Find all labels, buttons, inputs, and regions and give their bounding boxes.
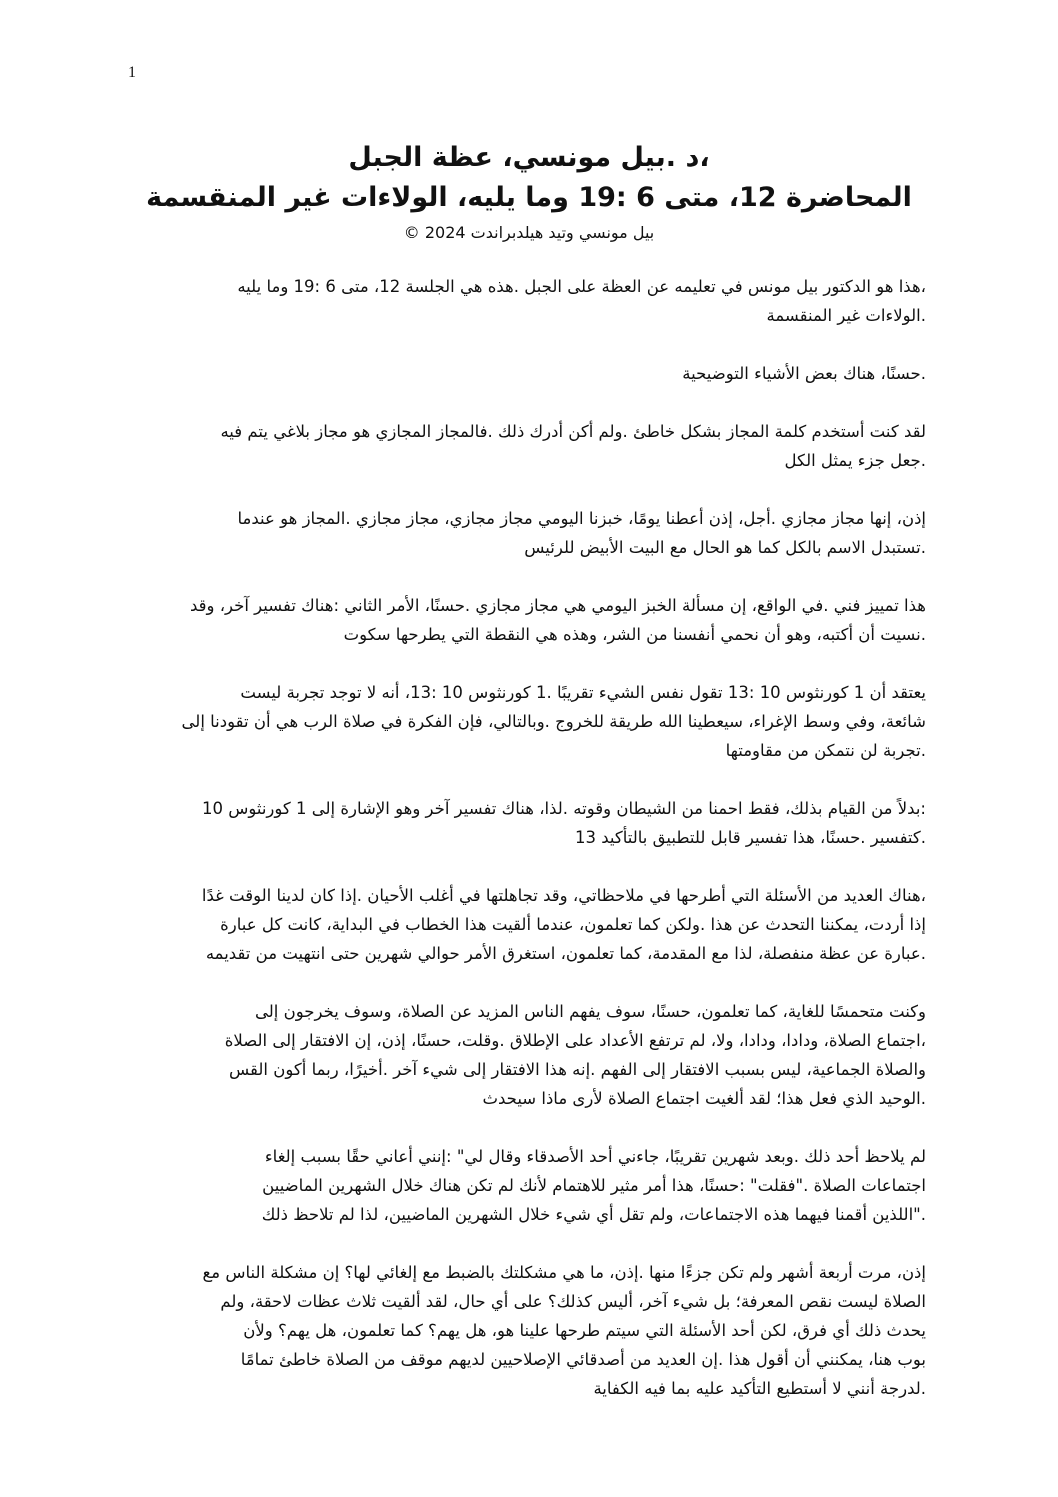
document-body (134, 272, 926, 1432)
paragraph (134, 1258, 926, 1403)
paragraph-line: لقد كنت أستخدم كلمة المجاز بشكل خاطئ .ولم أكن أدرك ذلك .فالمجاز المجازي هو مجاز بلاغي يتم فيه (220, 422, 926, 441)
paragraph-line: .الولاءات غير المنقسمة (766, 306, 926, 325)
paragraph (134, 272, 926, 330)
paragraph-line: .نسيت أن أكتبه، وهو أن نحمي أنفسنا من الشر، وهذه هي النقطة التي يطرحها سكوت (343, 625, 926, 644)
paragraph-line: .حسنًا، هناك بعض الأشياء التوضيحية (682, 364, 926, 383)
copyright-subtitle: بيل مونسي وتيد هيلدبراندت 2024 © (403, 223, 655, 242)
paragraph-line: .جعل جزء يمثل الكل (784, 451, 926, 470)
paragraph-line: والصلاة الجماعية، ليس بسبب الافتقار إلى الفهم .إنه هذا الافتقار إلى شيء آخر .أخيرًا، ربما أكون القس (229, 1060, 926, 1079)
paragraph (134, 794, 926, 852)
page-number: 1 (128, 64, 136, 81)
paragraph (134, 504, 926, 562)
paragraph-line: يحدث ذلك أي فرق، لكن أحد الأسئلة التي سيتم طرحها علينا هو، هل يهم؟ كما تعلمون، هل يهم؟ ولأن (243, 1321, 926, 1340)
paragraph-line: .الوحيد الذي فعل هذا؛ لقد ألغيت اجتماع الصلاة لأرى ماذا سيحدث (482, 1089, 926, 1108)
paragraph (134, 881, 926, 968)
paragraph-line: .تجربة لن نتمكن من مقاومتها (725, 741, 926, 760)
paragraph-line: إذن، إنها مجاز مجازي .أجل، إذن أعطنا يومًا، خبزنا اليومي مجاز مجازي، مجاز مجازي .المجاز هو عندما (237, 509, 926, 528)
paragraph-line: هذا تمييز فني .في الواقع، إن مسألة الخبز اليومي هي مجاز مجازي .حسنًا، الأمر الثاني :هناك تفسير آخر، وقد (189, 596, 926, 615)
paragraph-line: .كتفسير .حسنًا، هذا تفسير قابل للتطبيق بالتأكيد 13 (575, 828, 926, 847)
paragraph-line: إذن، مرت أربعة أشهر ولم تكن جزءًا منها .إذن، ما هي مشكلتك بالضبط مع إلغائي لها؟ إن مشكلة الناس مع (202, 1263, 926, 1282)
paragraph-line: ،هناك العديد من الأسئلة التي أطرحها في ملاحظاتي، وقد تجاهلتها في أغلب الأحيان .إذا كان لدينا الوقت غدًا (201, 886, 926, 905)
paragraph-line: الصلاة ليست نقص المعرفة؛ بل شيء آخر، أليس كذلك؟ على أي حال، لقد ألقيت ثلاث عظات لاحقة، ولم (220, 1292, 926, 1311)
paragraph-line: لم يلاحظ أحد ذلك .وبعد شهرين تقريبًا، جاءني أحد الأصدقاء وقال لي" :إنني أعاني حقًا بسبب إلغاء (264, 1147, 926, 1166)
paragraph (134, 997, 926, 1113)
paragraph-line: :بدلاً من القيام بذلك، فقط احمنا من الشيطان وقوته .لذا، هناك تفسير آخر وهو الإشارة إلى 1 كورنثوس 10 (201, 799, 926, 818)
paragraph-line: .عبارة عن عظة منفصلة، لذا مع المقدمة، كما تعلمون، استغرق الأمر حوالي شهرين حتى انتهيت من تقديمه (205, 944, 926, 963)
title-line-1: ،د .بيل مونسي، عظة الجبل (348, 142, 710, 173)
paragraph-line: بوب هنا، يمكنني أن أقول هذا .إن العديد من أصدقائي الإصلاحيين لديهم موقف من الصلاة خاطئ تمامًا (240, 1350, 926, 1369)
paragraph-line: ،اجتماع الصلاة، ودادا، ودادا، ولا، لم ترتفع الأعداد على الإطلاق .وقلت، حسنًا، إذن، إن الافتقار إلى الصلاة (224, 1031, 926, 1050)
paragraph (134, 417, 926, 475)
paragraph (134, 678, 926, 765)
document-header (100, 138, 958, 246)
paragraph (134, 1142, 926, 1229)
paragraph (134, 359, 926, 388)
paragraph (134, 591, 926, 649)
paragraph-line: .تستبدل الاسم بالكل كما هو الحال مع البيت الأبيض للرئيس (524, 538, 926, 557)
paragraph-line: ،هذا هو الدكتور بيل مونس في تعليمه عن العظة على الجبل .هذه هي الجلسة 12، متى 6 :19 وما يليه (237, 277, 926, 296)
paragraph-line: وكنت متحمسًا للغاية، كما تعلمون، حسنًا، سوف يفهم الناس المزيد عن الصلاة، وسوف يخرجون إلى (255, 1002, 926, 1021)
paragraph-line: .لدرجة أنني لا أستطيع التأكيد عليه بما فيه الكفاية (593, 1379, 926, 1398)
title-line-2: المحاضرة 12، متى 6 :19 وما يليه، الولاءات غير المنقسمة (146, 182, 912, 213)
paragraph-line: شائعة، وفي وسط الإغراء، سيعطينا الله طريقة للخروج .وبالتالي، فإن الفكرة في صلاة الرب هي أن تقودنا إلى (181, 712, 926, 731)
paragraph-line: إذا أردت، يمكننا التحدث عن هذا .ولكن كما تعلمون، عندما ألقيت هذا الخطاب في البداية، كانت كل عبارة (220, 915, 926, 934)
paragraph-line: اجتماعات الصلاة ."فقلت" :حسنًا، هذا أمر مثير للاهتمام لأنك لم تكن هناك خلال الشهرين الماضيين (262, 1176, 926, 1195)
paragraph-line: ."اللذين أقمنا فيهما هذه الاجتماعات، ولم تقل أي شيء خلال الشهرين الماضيين، لذا لم تلاحظ ذلك (261, 1205, 926, 1224)
paragraph-line: يعتقد أن 1 كورنثوس 10 :13 تقول نفس الشيء تقريبًا .1 كورنثوس 10 :13، أنه لا توجد تجربة ليست (240, 683, 926, 702)
